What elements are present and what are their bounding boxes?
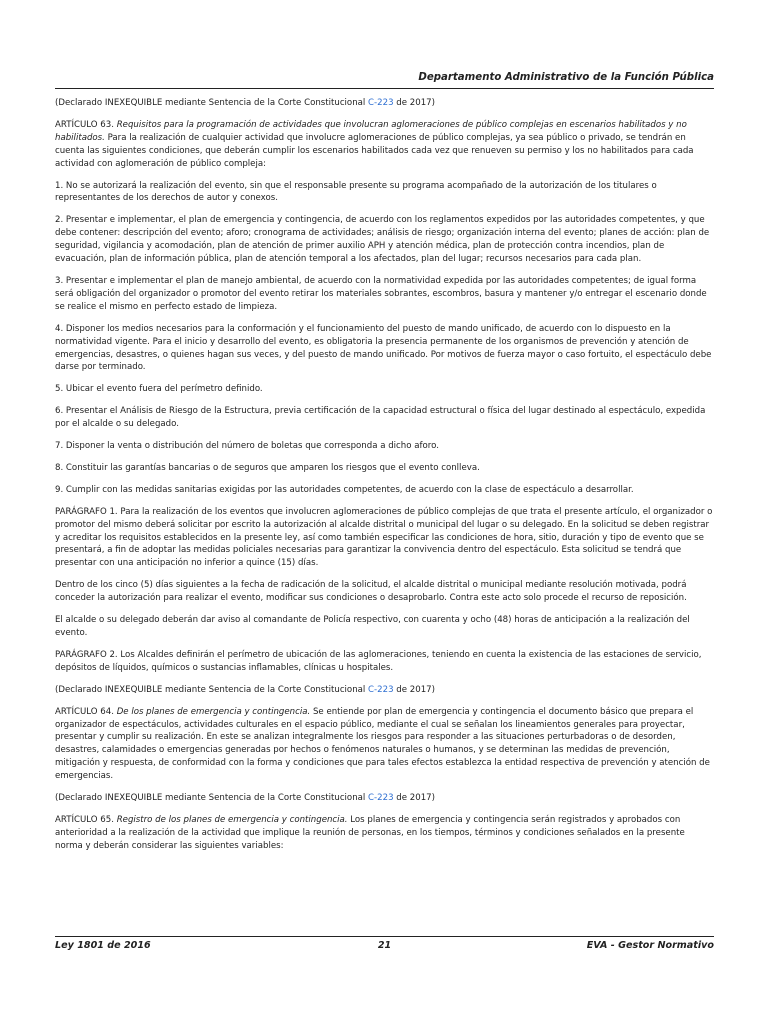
article-title: Registro de los planes de emergencia y contingencia. [116, 814, 348, 825]
list-item: 1. No se autorizará la realización del evento, sin que el responsable presente su programa acompañado de la autorización de los titulares o representantes de los derechos de autor y conexos. [55, 180, 657, 204]
article-title: Requisitos para la programación de actividades que involucran aglomeraciones de público complejas en escenarios habilitados y no habilitados. [55, 119, 687, 143]
article-text: Los planes de emergencia y contingencia serán registrados y aprobados con anterioridad a la realización de la actividad que implique la reunión de personas, en los tiempos, términos y condiciones señalados en la presente norma y deberán considerar las siguientes variables: [55, 814, 685, 851]
header-title: Departamento Administrativo de la Función Pública [418, 72, 714, 83]
declared-text: (Declarado INEXEQUIBLE mediante Sentencia de la Corte Constitucional [55, 793, 369, 804]
declared-note [55, 792, 714, 805]
paragrafo-2: PARÁGRAFO 2. Los Alcaldes definirán el perímetro de ubicación de las aglomeraciones, teniendo en cuenta la existencia de las estaciones de servicio, depósitos de líquidos, químicos o sustancias inflamables, clínicas u hospitales. [55, 649, 702, 673]
footer-law: Ley 1801 de 2016 [55, 940, 151, 951]
declared-text: (Declarado INEXEQUIBLE mediante Sentencia de la Corte Constitucional [55, 684, 369, 695]
paragrafo-1: PARÁGRAFO 1. Para la realización de los eventos que involucren aglomeraciones de público complejas de que trata el presente artículo, el organizador o promotor del mismo deberá solicitar por escrito la autorización al alcalde distrital o municipal del lugar o su delegado. En la solicitud se deben registrar y acreditar los requisitos establecidos en la presente ley, así como también especificar las condiciones de hora, sitio, duración y tipo de evento que se presentará, a fin de adoptar las medidas policiales necesarias para garantizar la convivencia dentro del espectáculo. Esta solicitud se tendrá que presentar con una anticipación no inferior a quince (15) días. [55, 506, 713, 569]
footer-source: EVA - Gestor Normativo [586, 940, 714, 951]
list-item: 6. Presentar el Análisis de Riesgo de la Estructura, previa certificación de la capacidad estructural o física del lugar destinado al espectáculo, expedida por el alcalde o su delegado. [55, 406, 706, 430]
article-text: Se entiende por plan de emergencia y contingencia el documento básico que prepara el organizador de espectáculos, actividades culturales en el espacio público, mediante el cual se señalan los lineamientos generales para proyectar, presentar y cumplir su realización. En este se analizan integralmente los riesgos para responder a las situaciones perturbadoras o de desorden, desastres, calamidades o emergencias generadas por hechos o fenómenos naturales o humanos, y se determinan las medidas de prevención, mitigación y respuesta, de conformidad con la forma y condiciones que para tales efectos establezca la entidad respectiva de prevención y atención de emergencias. [55, 706, 710, 782]
page-footer [55, 936, 714, 954]
page-number: 21 [377, 940, 392, 951]
sentence-link[interactable]: C-223 [368, 793, 394, 804]
article-label: ARTÍCULO 65. [55, 814, 117, 825]
article-label: ARTÍCULO 63. [55, 119, 117, 130]
declared-text: (Declarado INEXEQUIBLE mediante Sentencia de la Corte Constitucional [55, 98, 369, 108]
paragraph-alcalde: El alcalde o su delegado deberán dar aviso al comandante de Policía respectivo, con cuarenta y ocho (48) horas de anticipación a la realización del evento. [55, 615, 690, 638]
article-label: ARTÍCULO 64. [55, 706, 117, 717]
declared-note [55, 97, 714, 110]
list-item: 8. Constituir las garantías bancarias o de seguros que amparen los riesgos que el evento conlleva. [55, 462, 480, 473]
article-text: Para la realización de cualquier actividad que involucre aglomeraciones de público complejas, ya sea público o privado, se tendrán en cuenta las siguientes condiciones, que deberán cumplir los escenarios habilitados cada vez que renueven su permiso y los no habilitados para cada actividad con aglomeración de público compleja: [55, 132, 694, 169]
declared-note [55, 684, 714, 697]
document-body [55, 97, 714, 862]
list-item: 2. Presentar e implementar, el plan de emergencia y contingencia, de acuerdo con los reglamentos expedidos por las autoridades competentes, y que debe contener: descripción del evento; aforo; cronograma de actividades; análisis de riesgo; organización interna del evento; planes de acción: plan de seguridad, vigilancia y acomodación, plan de atención de primer auxilio APH y atención médica, plan de protección contra incendios, plan de evacuación, plan de información pública, plan de atención temporal a los afectados, plan del lugar; recursos necesarios para cada plan. [55, 215, 710, 265]
list-item: 3. Presentar e implementar el plan de manejo ambiental, de acuerdo con la normatividad expedida por las autoridades competentes; de igual forma será obligación del organizador o promotor del evento retirar los materiales sobrantes, escombros, basura y mantener y/o entregar el escenario donde se realice el mismo en perfecto estado de limpieza. [55, 275, 707, 312]
article-65 [55, 814, 714, 853]
list-item: 7. Disponer la venta o distribución del número de boletas que corresponda a dicho aforo. [55, 441, 439, 452]
article-title: De los planes de emergencia y contingencia. [116, 706, 311, 717]
page-header [55, 72, 714, 89]
article-64 [55, 706, 714, 783]
sentence-link[interactable]: C-223 [368, 98, 394, 108]
list-item: 5. Ubicar el evento fuera del perímetro definido. [55, 384, 263, 395]
list-item: 9. Cumplir con las medidas sanitarias exigidas por las autoridades competentes, de acuerdo con la clase de espectáculo a desarrollar. [55, 484, 634, 495]
list-item: 4. Disponer los medios necesarios para la conformación y el funcionamiento del puesto de mando unificado, de acuerdo con lo dispuesto en la normatividad vigente. Para el inicio y desarrollo del evento, es obligatoria la presencia permanente de los organismos de prevención y atención de emergencias, desastres, o quienes hagan sus veces, y del puesto de mando unificado. Por motivos de fuerza mayor o caso fortuito, el espectáculo debe darse por terminado. [55, 323, 712, 373]
declared-year: de 2017) [393, 98, 435, 108]
declared-year: de 2017) [393, 793, 435, 804]
article-63 [55, 119, 714, 171]
paragraph-dentro: Dentro de los cinco (5) días siguientes a la fecha de radicación de la solicitud, el alcalde distrital o municipal mediante resolución motivada, podrá conceder la autorización para realizar el evento, modificar sus condiciones o desaprobarlo. Contra este acto solo procede el recurso de reposición. [55, 580, 687, 604]
sentence-link[interactable]: C-223 [368, 684, 394, 695]
declared-year: de 2017) [393, 684, 435, 695]
